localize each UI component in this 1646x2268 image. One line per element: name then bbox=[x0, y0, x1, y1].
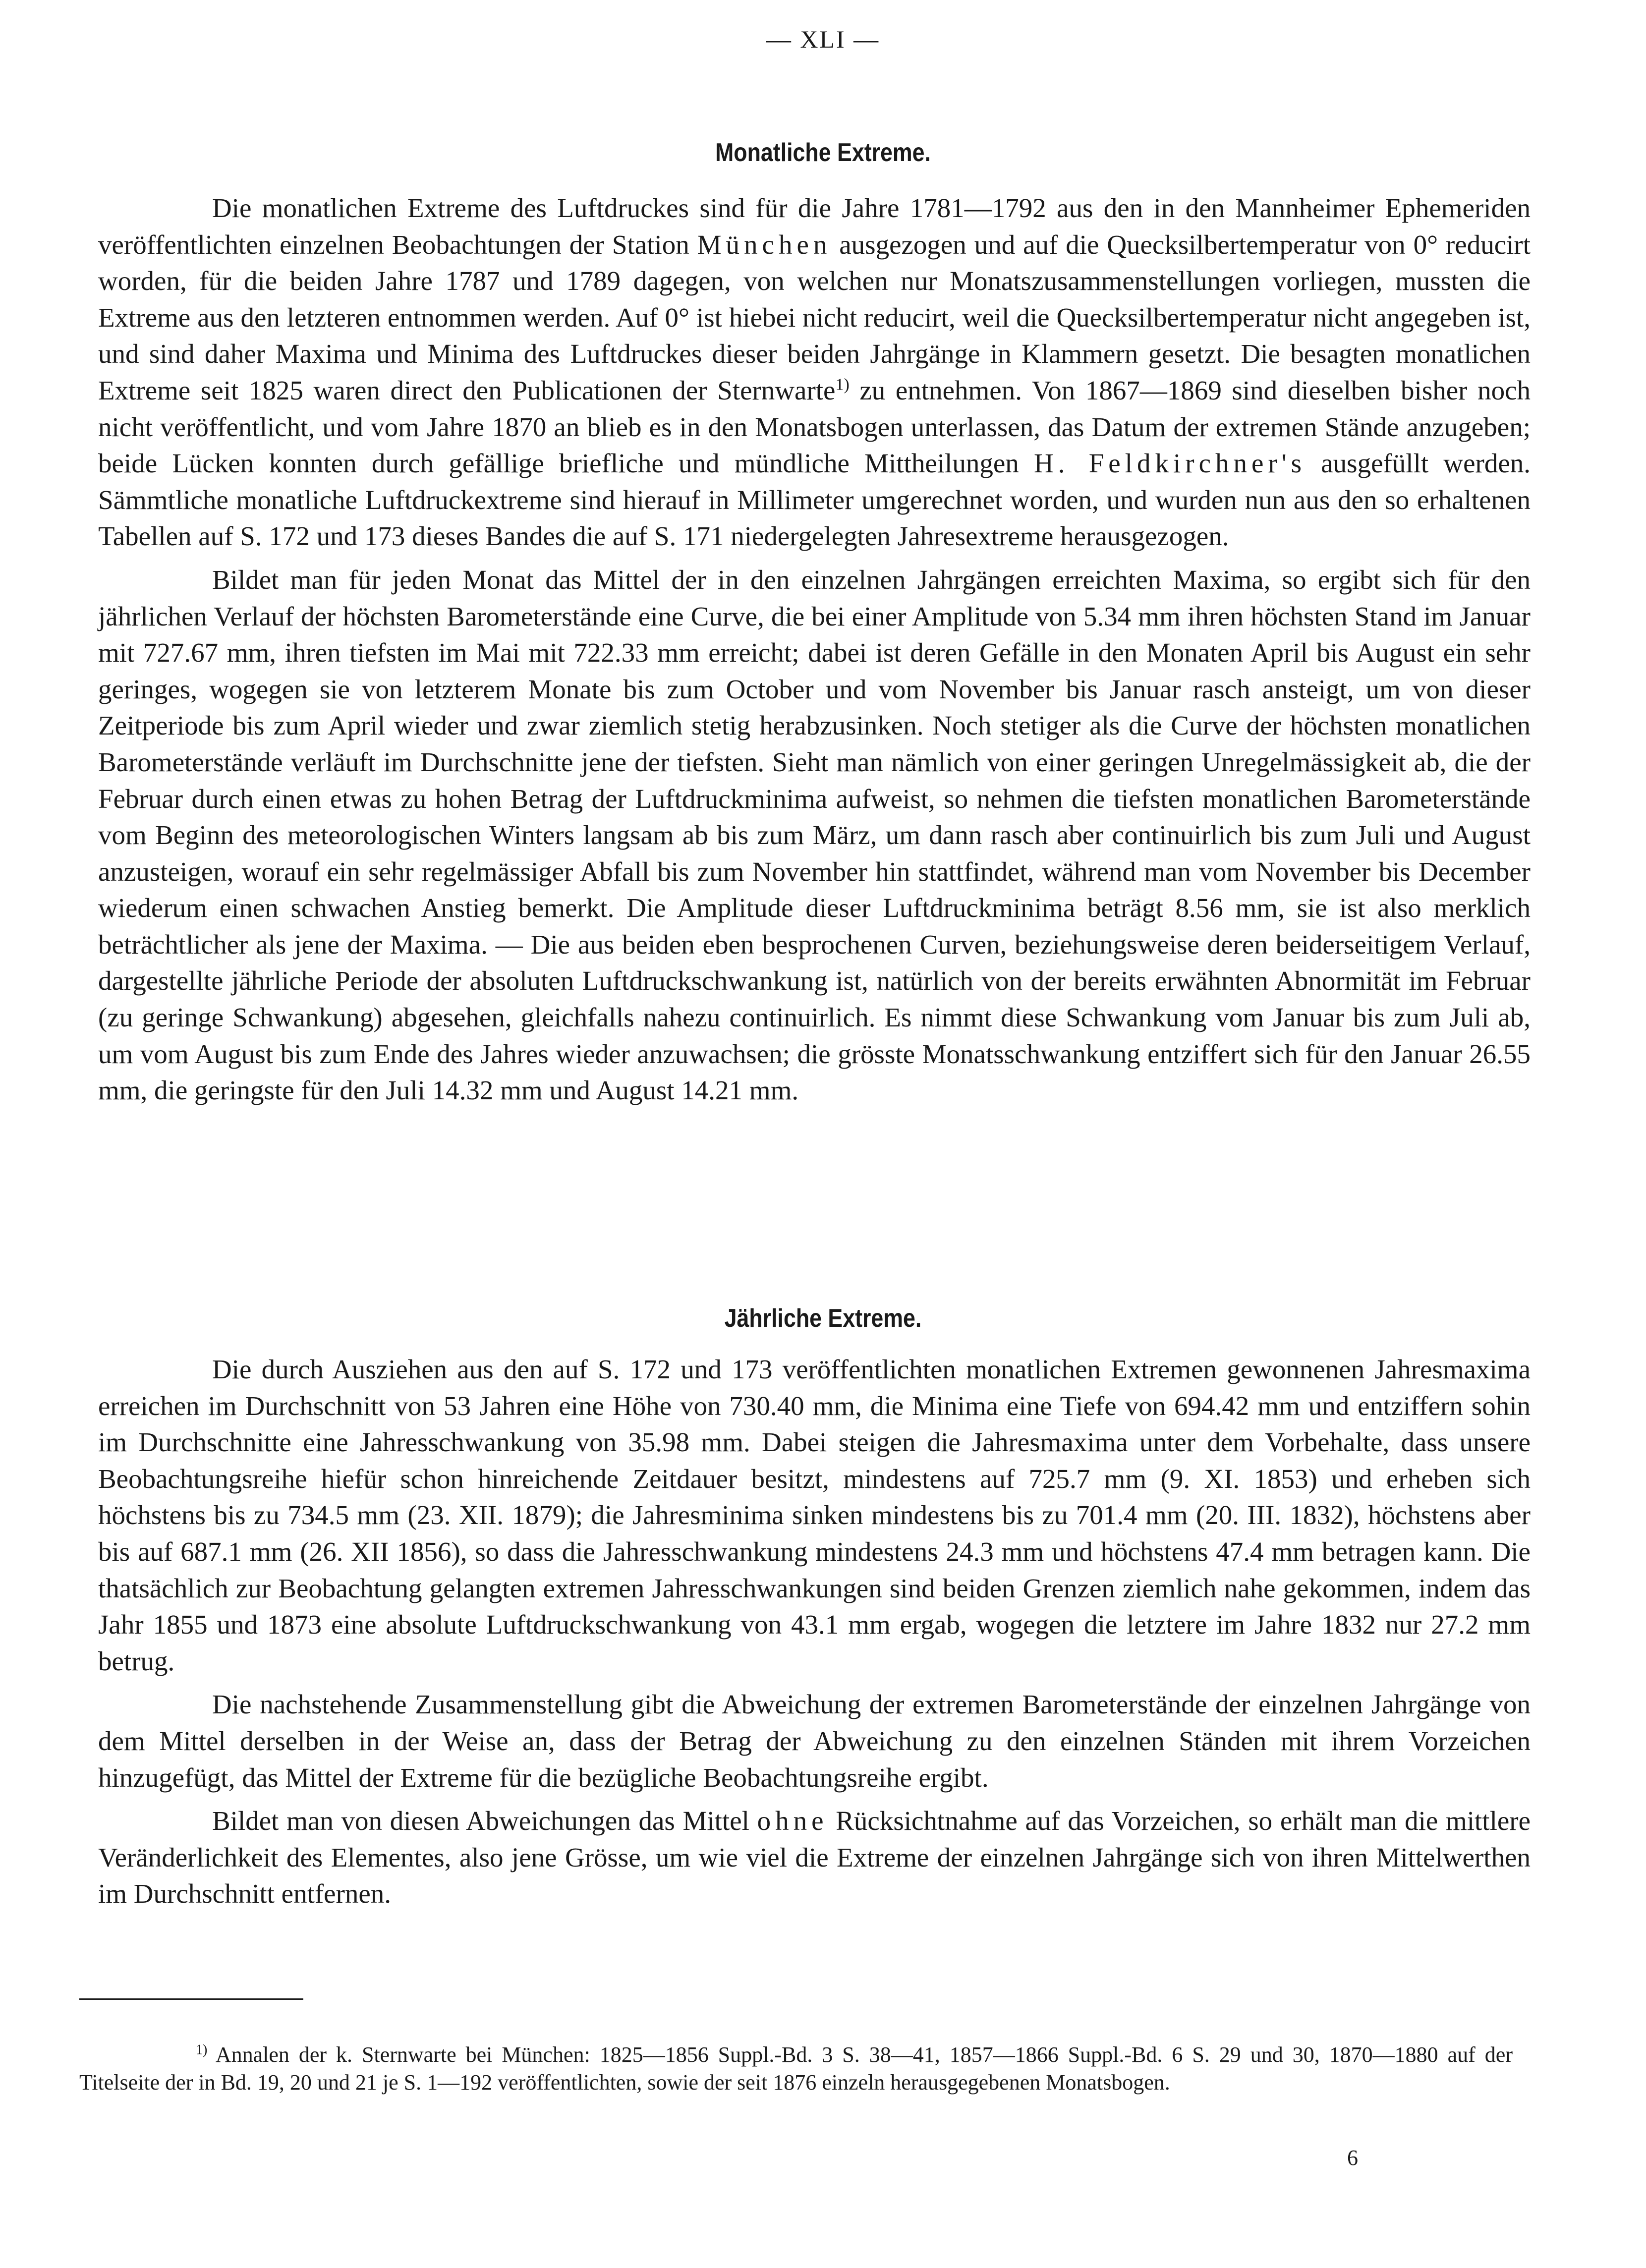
paragraph bbox=[98, 562, 1531, 1109]
section-heading-monthly: Monatliche Extreme. bbox=[715, 138, 931, 167]
footnote-rule bbox=[79, 1998, 303, 2000]
text-run: zu entnehmen. Von 1867—1869 sind dieselben bisher noch nicht veröffentlicht, und vom Jahre 1870 an blieb es in den Monatsbogen unterlassen, das Datum der extremen Stände anzugeben; beide Lücken konnten durch gefällige briefliche und mündliche Mittheilungen bbox=[98, 375, 1531, 479]
paragraph bbox=[98, 190, 1531, 555]
text-run: Bildet man von diesen Abweichungen das Mittel bbox=[212, 1806, 757, 1836]
paragraph bbox=[98, 1686, 1531, 1796]
spaced-text: ohne bbox=[757, 1806, 828, 1836]
section-body-monthly bbox=[98, 190, 1531, 1109]
paragraph bbox=[98, 1803, 1531, 1912]
text-run: Bildet man für jeden Monat das Mittel der in den einzelnen Jahrgängen erreichten Maxima, so ergibt sich für den jährlichen Verlauf der höchsten Barometerstände eine Curve, die bei einer Amplitude von 5.34 mm ihren höchsten Stand im Januar mit 727.67 mm, ihren tiefsten im Mai mit 722.33 mm erreicht; dabei ist deren Gefälle in den Monaten April bis August ein sehr geringes, wogegen sie von letzterem Monate bis zum October und vom November bis Januar rasch ansteigt, um von dieser Zeitperiode bis zum April wieder und zwar ziemlich stetig herabzusinken. Noch stetiger als die Curve der höchsten monatlichen Barometerstände verläuft im Durchschnitte jene der tiefsten. Sieht man nämlich von einer geringen Unregelmässigkeit ab, die der Februar durch einen etwas zu hohen Betrag der Luftdruckminima aufweist, so nehmen die tiefsten monatlichen Barometerstände vom Beginn des meteorologischen Winters langsam ab bis zum März, um dann rasch aber continuirlich bis zum Juli und August anzusteigen, worauf ein sehr regelmässiger Abfall bis zum November hin stattfindet, während man vom November bis December wiederum einen schwachen Anstieg bemerkt. Die Amplitude dieser Luftdruckminima beträgt 8.56 mm, sie ist also merklich beträchtlicher als jene der Maxima. — Die aus beiden eben besprochenen Curven, beziehungsweise deren beiderseitigem Verlauf, dargestellte jährliche Periode der absoluten Luftdruckschwankung ist, natürlich von der bereits erwähnten Abnormität im Februar (zu geringe Schwankung) abgesehen, gleichfalls nahezu continuirlich. Es nimmt diese Schwankung vom Januar bis zum Juli ab, um vom August bis zum Ende des Jahres wieder anzuwachsen; die grösste Monatsschwankung entziffert sich für den Januar 26.55 mm, die geringste für den Juli 14.32 mm und August 14.21 mm. bbox=[98, 564, 1531, 1106]
spaced-text: München bbox=[697, 229, 832, 260]
footnote bbox=[79, 2041, 1513, 2097]
footnote-marker: 1) bbox=[196, 2042, 208, 2058]
text-run: ausgezogen und auf die Quecksilbertemperatur von 0° reducirt worden, für die beiden Jahre 1787 und 1789 dagegen, von welchen nur Monatszusammenstellungen vorliegen, mussten die Extreme aus den letzteren entnommen werden. Auf 0° ist hiebei nicht reducirt, weil die Quecksilbertemperatur nicht angegeben ist, und sind daher Maxima und Minima des Luftdruckes dieser beiden Jahrgänge in Klammern gesetzt. Die besagten monatlichen Extreme seit 1825 waren direct den Publicationen der Sternwarte bbox=[98, 229, 1531, 405]
section-heading-yearly: Jährliche Extreme. bbox=[724, 1304, 922, 1333]
text-run: ausgefüllt werden. Sämmtliche monatliche Luftdruckextreme sind hierauf in Millimeter umgerechnet worden, und wurden nun aus den so erhaltenen Tabellen auf S. 172 und 173 dieses Bandes die auf S. 171 niedergelegten Jahresextreme herausgezogen. bbox=[98, 448, 1531, 552]
spaced-text: H. Feldkirchner's bbox=[1033, 448, 1306, 479]
text-run: Die monatlichen Extreme des Luftdruckes sind für die Jahre 1781—1792 aus den in den Mannheimer Ephemeriden veröffentlichten einzelnen Beobachtungen der Station bbox=[98, 193, 1531, 260]
footnote-reference: 1) bbox=[835, 375, 850, 394]
footnote-text: Annalen der k. Sternwarte bei München: 1825—1856 Suppl.-Bd. 3 S. 38—41, 1857—1866 Suppl.-Bd. 6 S. 29 und 30, 1870—1880 auf der Titelseite der in Bd. 19, 20 und 21 je S. 1—192 veröffentlichten, sowie der seit 1876 einzeln herausgegebenen Monatsbogen. bbox=[79, 2042, 1513, 2095]
page-number: — XLI — bbox=[766, 25, 880, 53]
text-run: Die durch Ausziehen aus den auf S. 172 und 173 veröffentlichten monatlichen Extremen gewonnenen Jahresmaxima erreichen im Durchschnitt von 53 Jahren eine Höhe von 730.40 mm, die Minima eine Tiefe von 694.42 mm und entziffern sohin im Durchschnitte eine Jahresschwankung von 35.98 mm. Dabei steigen die Jahresmaxima unter dem Vorbehalte, dass unsere Beobachtungsreihe hiefür schon hinreichende Zeitdauer besitzt, mindestens auf 725.7 mm (9. XI. 1853) und erheben sich höchstens bis zu 734.5 mm (23. XII. 1879); die Jahresminima sinken mindestens bis zu 701.4 mm (20. III. 1832), höchstens aber bis auf 687.1 mm (26. XII 1856), so dass die Jahresschwankung mindestens 24.3 mm und höchstens 47.4 mm betragen kann. Die thatsächlich zur Beobachtung gelangten extremen Jahresschwankungen sind beiden Grenzen ziemlich nahe gekommen, indem das Jahr 1855 und 1873 eine absolute Luftdruckschwankung von 43.1 mm ergab, wogegen die letztere im Jahre 1832 nur 27.2 mm betrug. bbox=[98, 1354, 1531, 1676]
section-body-yearly bbox=[98, 1351, 1531, 1912]
signature-mark: 6 bbox=[1347, 2146, 1358, 2170]
text-run: Rücksichtnahme auf das Vorzeichen, so erhält man die mittlere Veränderlichkeit des Elementes, also jene Grösse, um wie viel die Extreme der einzelnen Jahrgänge sich von ihren Mittelwerthen im Durchschnitt entfernen. bbox=[98, 1806, 1531, 1909]
text-run: Die nachstehende Zusammenstellung gibt die Abweichung der extremen Barometerstände der einzelnen Jahrgänge von dem Mittel derselben in der Weise an, dass der Betrag der Abweichung zu den einzelnen Ständen mit ihrem Vorzeichen hinzugefügt, das Mittel der Extreme für die bezügliche Beobachtungsreihe ergibt. bbox=[98, 1689, 1531, 1793]
paragraph bbox=[98, 1351, 1531, 1679]
